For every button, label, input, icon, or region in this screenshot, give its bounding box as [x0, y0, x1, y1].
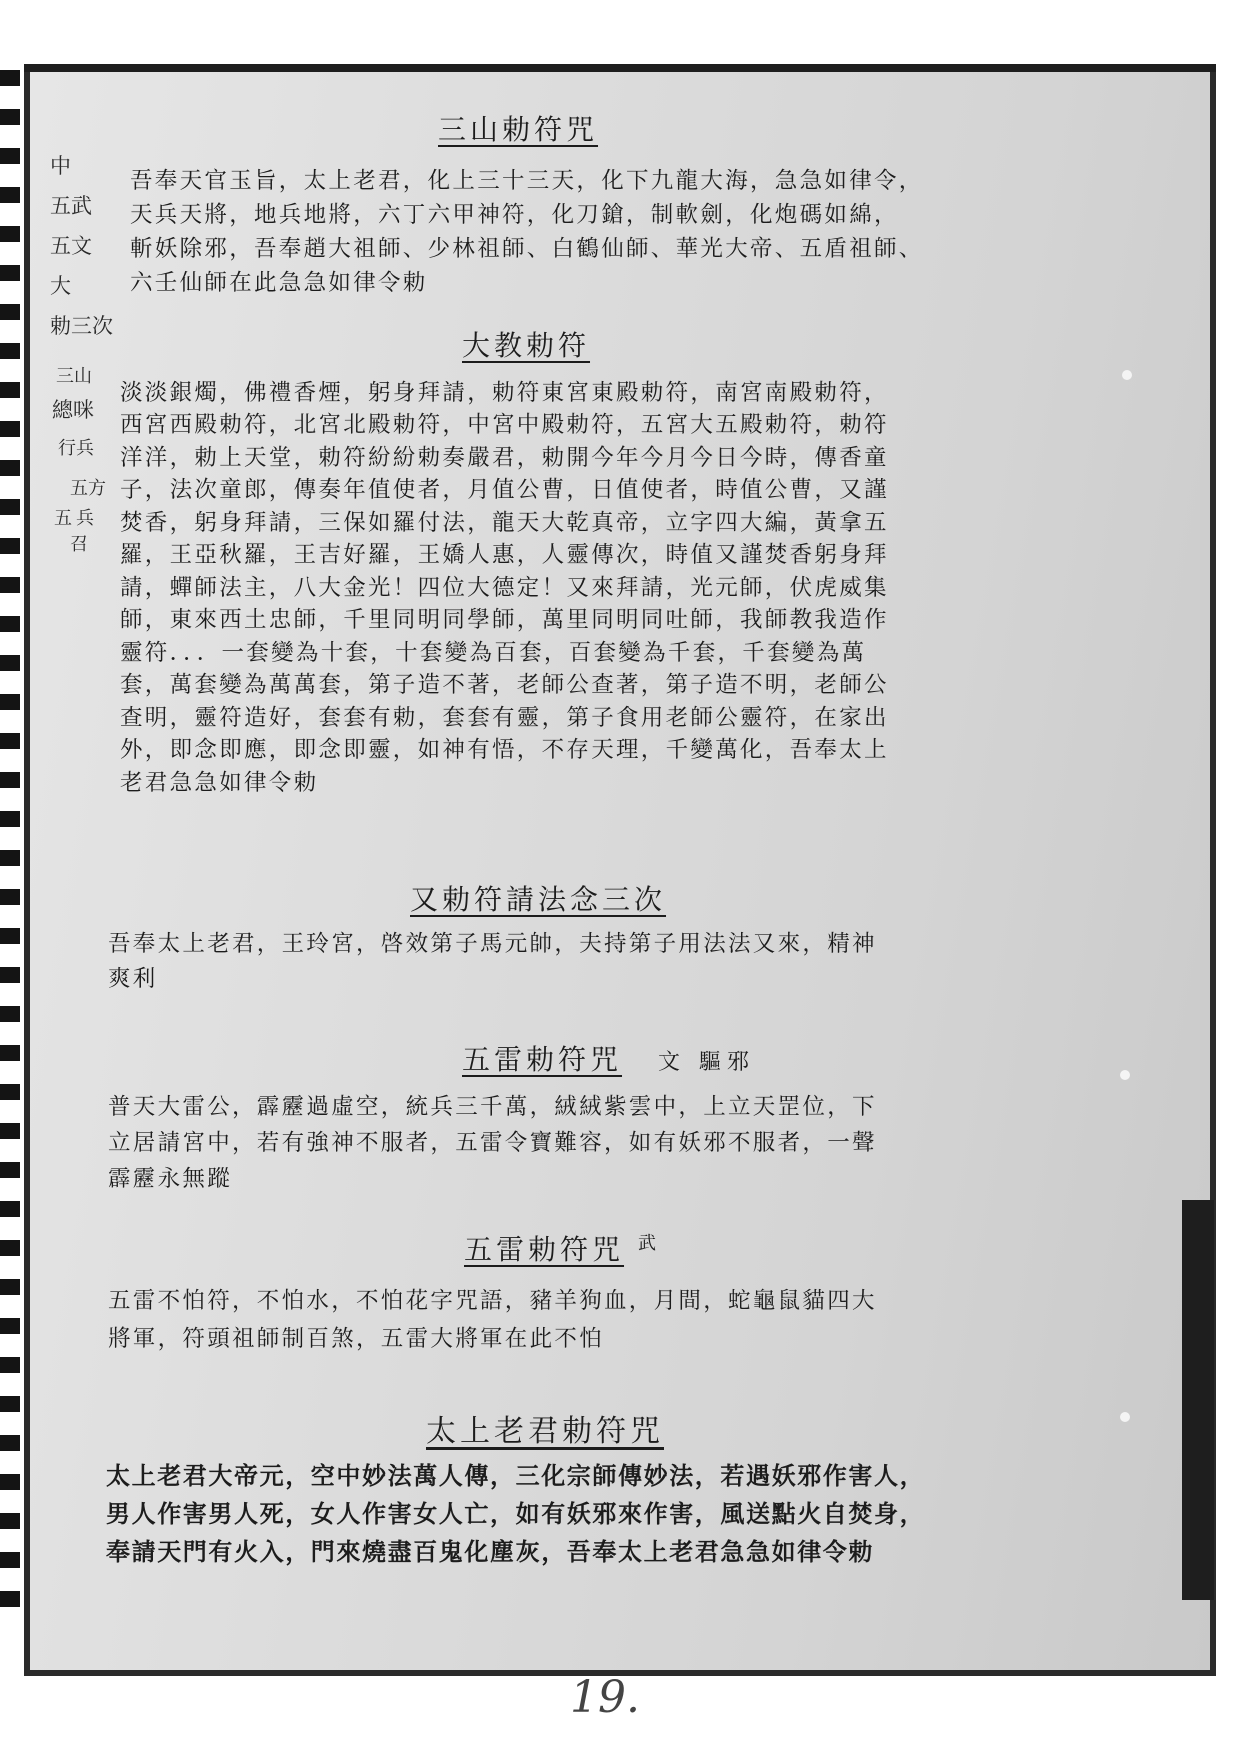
margin-note: 五武 [50, 194, 92, 218]
text-line: 查明，靈符造好，套套有勅，套套有靈，第子食用老師公靈符，在家出 [120, 705, 889, 731]
scan-border-top [24, 64, 1216, 72]
binder-hole [0, 655, 20, 671]
binder-hole [0, 811, 20, 827]
handwritten-note: 武 [638, 1232, 663, 1254]
margin-note: 勅三次 [50, 314, 113, 338]
text-line: 奉請天門有火入，門來燒盡百鬼化塵灰，吾奉太上老君急急如律令勅 [106, 1537, 874, 1566]
margin-note: 總咪 [52, 398, 94, 422]
binder-hole [0, 1162, 20, 1178]
section-title [462, 1038, 755, 1078]
binder-hole [0, 928, 20, 944]
text-line: 將軍，符頭祖師制百煞，五雷大將軍在此不怕 [108, 1326, 605, 1352]
text-line: 立居請宮中，若有強神不服者，五雷令寶難容，如有妖邪不服者，一聲 [108, 1130, 877, 1156]
binder-hole [0, 889, 20, 905]
text-line: 普天大雷公，霹靂過虛空，統兵三千萬，絨絨紫雲中，上立天罡位，下 [108, 1094, 877, 1120]
section-title-text: 五雷勅符咒 [464, 1233, 625, 1266]
binder-hole [0, 1435, 20, 1451]
binder-hole [0, 1357, 20, 1373]
margin-note: 五 [54, 508, 72, 529]
document-page [30, 70, 1210, 1670]
binder-hole [0, 577, 20, 593]
text-line: 淡淡銀燭，佛禮香煙，躬身拜請，勅符東宮東殿勅符，南宮南殿勅符， [120, 380, 889, 406]
text-line: 子，法次童郎，傳奏年值使者，月值公曹，日值使者，時值公曹，又謹 [120, 477, 889, 503]
margin-note: 大 [50, 274, 71, 298]
text-line: 男人作害男人死，女人作害女人亡，如有妖邪來作害，風送點火自焚身， [106, 1499, 926, 1528]
binder-hole [0, 1084, 20, 1100]
binder-hole [0, 1201, 20, 1217]
text-line: 請，蟬師法主，八大金光！四位大德定！又來拜請，光元師，伏虎威集 [120, 575, 889, 601]
binder-hole [0, 1591, 20, 1607]
text-line: 洋洋，勅上天堂，勅符紛紛勅奏嚴君，勅開今年今月今日今時，傳香童 [120, 445, 889, 471]
binder-hole [0, 1123, 20, 1139]
margin-note: 五方 [70, 478, 106, 499]
text-line: 外，即念即應，即念即靈，如神有悟，不存天理，千變萬化，吾奉太上 [120, 737, 889, 763]
text-line: 老君急急如律令勅 [120, 770, 319, 796]
binder-hole [0, 772, 20, 788]
text-line: 五雷不怕符，不怕水，不怕花字咒語，豬羊狗血，月間，蛇龜鼠貓四大 [108, 1288, 877, 1314]
text-line: 靈符．．．一套變為十套，十套變為百套，百套變為千套，千套變為萬 [120, 640, 867, 666]
binder-hole [0, 850, 20, 866]
section-title [464, 1228, 662, 1268]
text-line: 六壬仙師在此急急如律令勅 [130, 270, 428, 296]
margin-note: 行兵 [58, 438, 94, 459]
binder-hole [0, 1396, 20, 1412]
scan-speck [1120, 1412, 1130, 1422]
binder-hole [0, 1006, 20, 1022]
binder-hole [0, 733, 20, 749]
margin-note: 中 [50, 154, 71, 178]
text-line: 師，東來西土忠師，千里同明同學師，萬里同明同吐師，我師教我造作 [120, 607, 889, 633]
binder-hole [0, 1240, 20, 1256]
scan-speck [1122, 370, 1132, 380]
binder-hole [0, 1279, 20, 1295]
binder-hole [0, 421, 20, 437]
text-line: 天兵天將，地兵地將，六丁六甲神符，化刀鎗，制軟劍，化炮碼如綿， [130, 202, 899, 228]
text-line: 斬妖除邪，吾奉趙大祖師、少林祖師、白鶴仙師、華光大帝、五盾祖師、 [130, 236, 924, 262]
binder-hole [0, 70, 20, 86]
text-line: 爽利 [108, 966, 158, 992]
text-line: 焚香，躬身拜請，三保如羅付法，龍天大乾真帝，立字四大編，黃拿五 [120, 510, 889, 536]
binder-hole [0, 382, 20, 398]
binder-hole [0, 265, 20, 281]
binder-hole [0, 616, 20, 632]
margin-note: 三山 [56, 366, 92, 387]
binder-hole [0, 694, 20, 710]
binder-holes [0, 70, 22, 1630]
text-line: 西宮西殿勅符，北宮北殿勅符，中宮中殿勅符，五宮大五殿勅符，勅符 [120, 412, 889, 438]
binder-hole [0, 1045, 20, 1061]
text-line: 太上老君大帝元，空中妙法萬人傳，三化宗師傳妙法，若遇妖邪作害人， [106, 1461, 926, 1490]
handwritten-note: 文 驅邪 [658, 1050, 756, 1075]
binder-hole [0, 460, 20, 476]
binder-hole [0, 304, 20, 320]
binder-hole [0, 343, 20, 359]
scan-shadow [1182, 1200, 1214, 1600]
binder-hole [0, 148, 20, 164]
margin-note: 召 [70, 534, 88, 555]
text-line: 羅，王亞秋羅，王吉好羅，王嬌人惠，人靈傳次，時值又謹焚香躬身拜 [120, 542, 889, 568]
section-title-text: 五雷勅符咒 [462, 1043, 623, 1076]
section-title: 太上老君勅符咒 [426, 1414, 664, 1449]
binder-hole [0, 187, 20, 203]
text-line: 霹靂永無蹤 [108, 1166, 233, 1192]
section-title: 大教勅符 [462, 329, 591, 362]
binder-hole [0, 1513, 20, 1529]
text-line: 吾奉太上老君，王玲宮，啓效第子馬元帥，夫持第子用法法又來，精神 [108, 931, 877, 957]
text-line: 套，萬套變為萬萬套，第子造不著，老師公查著，第子造不明，老師公 [120, 672, 889, 698]
binder-hole [0, 499, 20, 515]
text-line: 吾奉天官玉旨，太上老君，化上三十三天，化下九龍大海，急急如律令， [130, 168, 924, 194]
margin-note: 五文 [50, 234, 92, 258]
binder-hole [0, 538, 20, 554]
binder-hole [0, 1474, 20, 1490]
scan-speck [1120, 1070, 1130, 1080]
binder-hole [0, 1318, 20, 1334]
section-title: 三山勅符咒 [438, 113, 599, 146]
binder-hole [0, 1552, 20, 1568]
section-title: 又勅符請法念三次 [410, 883, 667, 916]
binder-hole [0, 967, 20, 983]
margin-note: 兵 [76, 508, 94, 529]
binder-hole [0, 226, 20, 242]
page-number: 19. [570, 1672, 640, 1723]
binder-hole [0, 109, 20, 125]
